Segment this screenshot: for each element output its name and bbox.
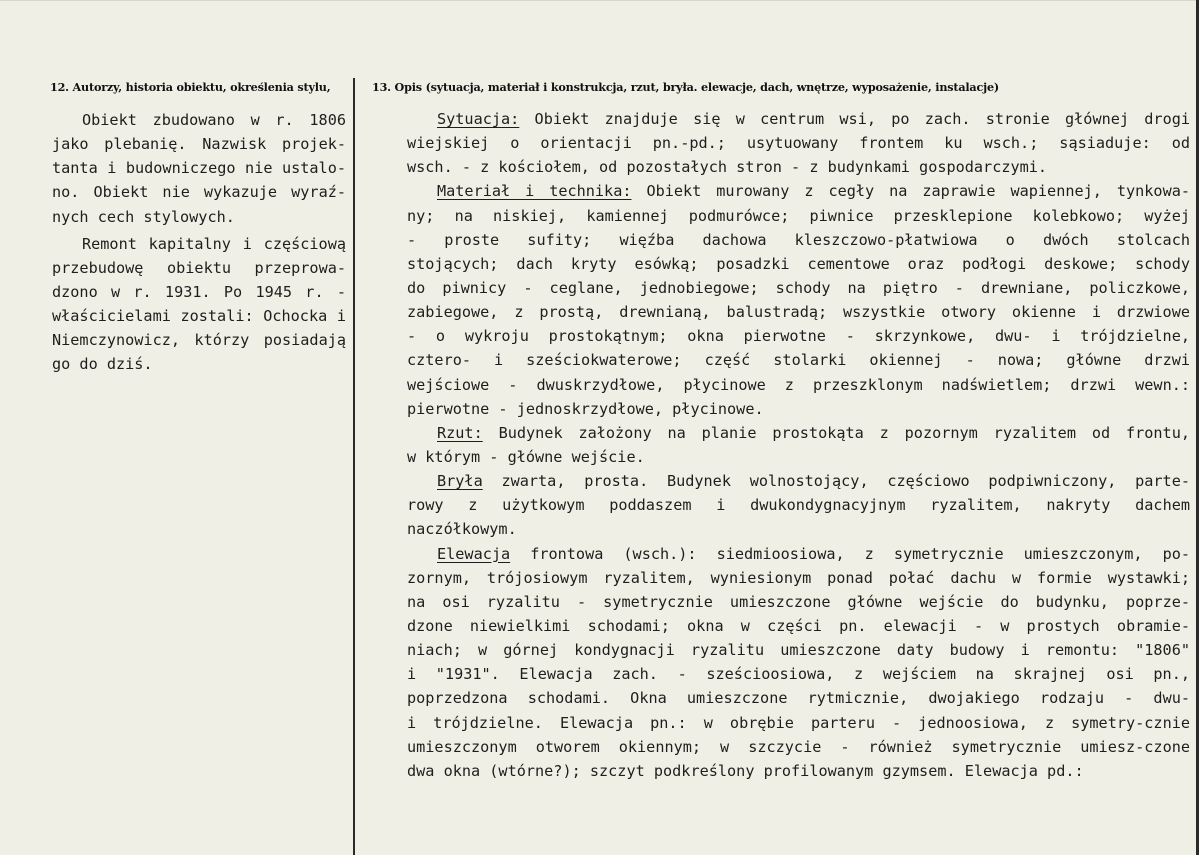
elewacja-first-line: Elewacja frontowa (wsch.): siedmioosiowa, z symetrycznie umieszczonym, po- [437,544,1190,563]
elewacja-label: Elewacja [437,544,511,563]
description-line: zornym, trójosiowym ryzalitem, wyniesionym ponad połać dachu w formie wystawki; [407,568,1190,587]
description-line: zabiegowe, z prostą, drewnianą, balustradą; wszystkie otwory okienne i drzwiowe [407,303,1190,322]
section-13-header: 13. Opis (sytuacja, materiał i konstrukcja, rzut, bryła. elewacje, dach, wnętrze, wyposażenie, instalacje) [372,80,999,94]
description-line: rowy z użytkowym poddaszem i dwukondygnacyjnym ryzalitem, nakryty dachem [407,496,1190,515]
bryla-first-line: Bryła zwarta, prosta. Budynek wolnostojący, częściowo podpiwniczony, parte- [437,472,1190,491]
description-line: - proste sufity; więźba dachowa kleszczowo-płatwiowa o dwóch stolcach [407,230,1190,249]
history-line: dzono w r. 1931. Po 1945 r. - [52,282,346,301]
history-line: go do dziś. [52,355,153,374]
description-line: naczółkowym. [407,520,517,539]
description-line: na osi ryzalitu - symetrycznie umieszczone główne wejście do budynku, poprze- [407,592,1190,611]
sytuacja-first-line: Sytuacja: Obiekt znajduje się w centrum wsi, po zach. stronie głównej drogi [437,110,1190,128]
page-top-edge [0,0,1199,1]
history-line: jako plebanię. Nazwisk projek- [52,135,346,154]
section-12-header: 12. Autorzy, historia obiektu, określenia stylu, [50,80,331,94]
description-line: i "1931". Elewacja zach. - sześcioosiowa, z wejściem na skrajnej osi pn., [407,665,1190,684]
history-line: Remont kapitalny i częściową [82,234,346,253]
column-divider [353,78,355,855]
history-line: właścicielami zostali: Ochocka i [52,307,346,326]
history-line: przebudowę obiektu przeprowa- [52,258,346,277]
description-line: i trójdzielne. Elewacja pn.: w obrębie parteru - jednoosiowa, z symetry-cznie [407,713,1190,732]
description-line: wiejskiej o orientacji pn.-pd.; usytuowany frontem ku wsch.; sąsiaduje: od [407,134,1190,153]
description-line: stojących; dach kryty esówką; posadzki cementowe oraz podłogi deskowe; schody [407,254,1190,273]
description-line: wsch. - z kościołem, od pozostałych stron - z budynkami gospodarczymi. [407,158,1048,177]
description-line: ny; na niskiej, kamiennej podmurówce; piwnice przesklepione kolebkowo; wyżej [407,206,1190,225]
description-line: w którym - główne wejście. [407,447,645,466]
material-label: Materiał i technika: [437,182,632,201]
description-line: - o wykroju prostokątnym; okna pierwotne - skrzynkowe, dwu- i trójdzielne, [407,327,1190,346]
description-column [407,107,1190,783]
description-line: pierwotne - jednoskrzydłowe, płycinowe. [407,399,764,418]
description-line: do piwnicy - ceglane, jednobiegowe; schody na piętro - drewniane, policzkowe, [407,278,1190,297]
description-line: cztero- i sześciokwaterowe; część stolarki okiennej - nowa; główne drzwi [407,351,1190,370]
rzut-first-line: Rzut: Budynek założony na planie prostokąta z pozornym ryzalitem od frontu, [437,423,1190,442]
history-line: tanta i budowniczego nie ustalo- [52,159,346,178]
sytuacja-label: Sytuacja: [437,110,520,128]
description-line: dzone niewielkimi schodami; okna w części pn. elewacji - w prostych obramie- [407,616,1190,635]
description-line: umieszczonym otworem okiennym; w szczycie - również symetrycznie umiesz-czone [407,737,1190,756]
history-line: Niemczynowicz, którzy posiadają [52,331,346,350]
rzut-label: Rzut: [437,423,483,442]
description-line: poprzedzona schodami. Okna umieszczone rytmicznie, dwojakiego rodzaju - dwu- [407,689,1190,708]
description-line: dwa okna (wtórne?); szczyt podkreślony profilowanym gzymsem. Elewacja pd.: [407,761,1084,780]
history-line: nych cech stylowych. [52,207,235,226]
history-column [52,108,346,377]
description-line: niach; w górnej kondygnacji ryzalitu umieszczone daty budowy i remontu: "1806" [407,641,1190,660]
material-first-line: Materiał i technika: Obiekt murowany z cegły na zaprawie wapiennej, tynkowa- [437,182,1190,201]
description-line: wejściowe - dwuskrzydłowe, płycinowe z przeszklonym nadświetlem; drzwi wewn.: [407,375,1190,394]
history-line: no. Obiekt nie wykazuje wyraź- [52,183,346,202]
history-line: Obiekt zbudowano w r. 1806 [82,111,346,129]
bryla-label: Bryła [437,472,483,491]
